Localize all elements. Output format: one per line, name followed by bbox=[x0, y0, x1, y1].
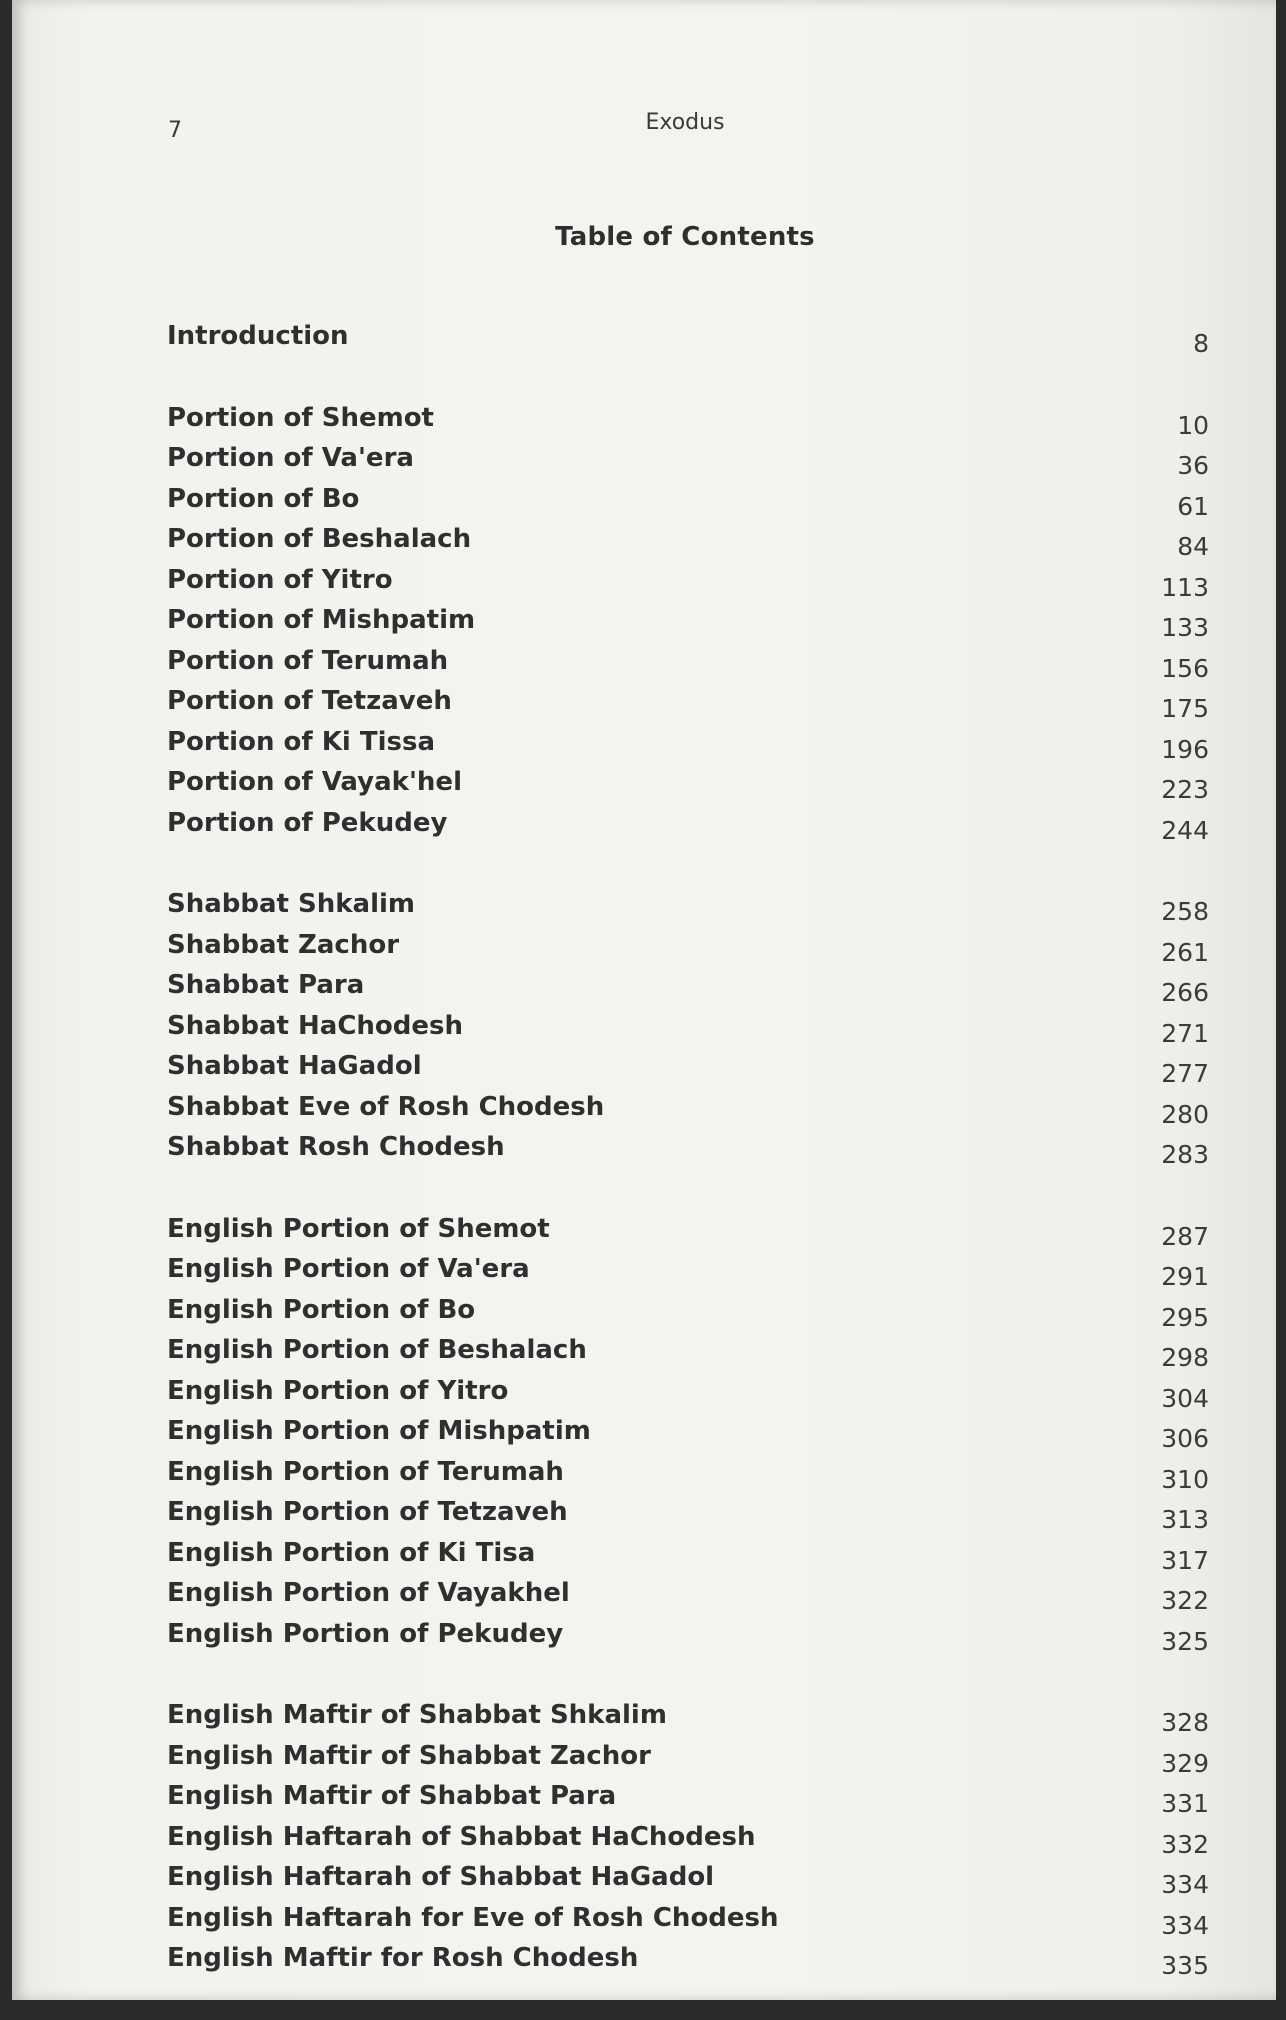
toc-entry bbox=[167, 762, 1209, 803]
toc-entry-page-number: 8 bbox=[1193, 329, 1209, 358]
toc-entry-title: Portion of Mishpatim bbox=[167, 605, 476, 635]
toc-entry-title: Shabbat Para bbox=[167, 970, 365, 1000]
toc-entry-page-number: 306 bbox=[1161, 1424, 1209, 1453]
toc-entry bbox=[167, 438, 1209, 479]
toc-entry bbox=[167, 803, 1209, 844]
toc-entry-title: English Portion of Tetzaveh bbox=[167, 1497, 568, 1527]
toc-entry-page-number: 332 bbox=[1161, 1829, 1209, 1859]
toc-entry-page-number: 280 bbox=[1161, 1099, 1209, 1129]
toc-entry-page-number: 277 bbox=[1161, 1059, 1209, 1088]
toc-entry-title: Shabbat HaChodesh bbox=[167, 1010, 464, 1041]
toc-title: Table of Contents bbox=[555, 222, 815, 252]
toc-entry bbox=[167, 1087, 1209, 1128]
toc-entry-page-number: 261 bbox=[1161, 937, 1209, 967]
toc-entry bbox=[167, 1209, 1209, 1250]
toc-entry bbox=[167, 398, 1209, 439]
toc-entry bbox=[167, 1857, 1209, 1898]
toc-entry bbox=[167, 722, 1209, 763]
toc-entry bbox=[167, 1371, 1209, 1412]
toc-entry bbox=[167, 1533, 1209, 1574]
toc-entry-page-number: 295 bbox=[1161, 1302, 1209, 1332]
toc-entry bbox=[167, 1573, 1209, 1614]
toc-entry-title: Portion of Beshalach bbox=[167, 524, 472, 554]
toc-entry-title: Portion of Terumah bbox=[167, 645, 449, 676]
toc-entry-title: Portion of Vayak'hel bbox=[167, 767, 462, 797]
toc-entry-page-number: 334 bbox=[1161, 1910, 1209, 1940]
toc-entry bbox=[167, 1817, 1209, 1858]
toc-entry bbox=[167, 1127, 1209, 1168]
toc-entry-title: Portion of Yitro bbox=[167, 564, 393, 595]
toc-section bbox=[167, 1209, 1209, 1655]
toc-entry-page-number: 156 bbox=[1161, 653, 1209, 683]
toc-entry-page-number: 317 bbox=[1161, 1545, 1209, 1575]
toc-entry-page-number: 84 bbox=[1177, 532, 1209, 561]
toc-entry-page-number: 175 bbox=[1161, 694, 1209, 723]
toc-entry-page-number: 113 bbox=[1161, 572, 1209, 602]
toc-entry-page-number: 329 bbox=[1161, 1748, 1209, 1778]
toc-entry-title: Shabbat Rosh Chodesh bbox=[167, 1132, 505, 1162]
toc-entry-page-number: 310 bbox=[1161, 1464, 1209, 1494]
toc-entry-title: English Portion of Va'era bbox=[167, 1254, 530, 1284]
toc-entry-title: Shabbat Eve of Rosh Chodesh bbox=[167, 1091, 605, 1122]
toc-entry bbox=[167, 884, 1209, 925]
toc-entry bbox=[167, 1614, 1209, 1655]
toc-entry-title: English Maftir of Shabbat Para bbox=[167, 1781, 617, 1811]
toc-section bbox=[167, 398, 1209, 844]
toc-entry-page-number: 322 bbox=[1161, 1586, 1209, 1615]
toc-entry-page-number: 283 bbox=[1161, 1140, 1209, 1169]
toc-entry-title: English Portion of Mishpatim bbox=[167, 1416, 591, 1446]
toc-entry-page-number: 133 bbox=[1161, 613, 1209, 642]
toc-entry bbox=[167, 1736, 1209, 1777]
toc-entry-page-number: 223 bbox=[1161, 775, 1209, 804]
toc-entry-page-number: 196 bbox=[1161, 734, 1209, 764]
toc-entry-title: Shabbat Shkalim bbox=[167, 889, 416, 919]
toc-entry-page-number: 313 bbox=[1161, 1505, 1209, 1534]
toc-entry bbox=[167, 560, 1209, 601]
toc-entry-title: Portion of Va'era bbox=[167, 443, 414, 473]
toc-entry-page-number: 271 bbox=[1161, 1018, 1209, 1048]
toc-entry bbox=[167, 965, 1209, 1006]
toc-entry bbox=[167, 925, 1209, 966]
book-page bbox=[12, 0, 1276, 2000]
toc-entry bbox=[167, 479, 1209, 520]
toc-entry bbox=[167, 1776, 1209, 1817]
toc-entry-title: Shabbat Zachor bbox=[167, 929, 400, 960]
toc-entry-title: Portion of Ki Tissa bbox=[167, 726, 435, 757]
toc-entry-page-number: 287 bbox=[1161, 1221, 1209, 1251]
toc-entry-title: English Maftir of Shabbat Zachor bbox=[167, 1740, 651, 1771]
toc-entry bbox=[167, 1898, 1209, 1939]
book-title: Exodus bbox=[645, 110, 725, 135]
toc-entry-page-number: 331 bbox=[1161, 1789, 1209, 1818]
toc-entry-title: English Portion of Shemot bbox=[167, 1213, 550, 1244]
toc-entry-page-number: 258 bbox=[1161, 897, 1209, 926]
toc-entry-title: English Portion of Bo bbox=[167, 1294, 476, 1325]
toc-entry-title: English Portion of Pekudey bbox=[167, 1618, 564, 1649]
toc-entry-page-number: 291 bbox=[1161, 1262, 1209, 1291]
toc-entry bbox=[167, 1492, 1209, 1533]
toc-entry-page-number: 10 bbox=[1177, 410, 1209, 440]
toc-entry-page-number: 325 bbox=[1161, 1626, 1209, 1656]
toc-section bbox=[167, 884, 1209, 1168]
toc-entry-title: English Haftarah of Shabbat HaGadol bbox=[167, 1862, 715, 1892]
toc-entry-page-number: 328 bbox=[1161, 1708, 1209, 1737]
toc-entry bbox=[167, 641, 1209, 682]
toc-entry-page-number: 36 bbox=[1177, 451, 1209, 480]
toc-entry bbox=[167, 1452, 1209, 1493]
toc-entry-title: English Portion of Yitro bbox=[167, 1375, 509, 1406]
page-number: 7 bbox=[168, 118, 182, 143]
running-head bbox=[12, 108, 1276, 143]
toc-entry-page-number: 266 bbox=[1161, 978, 1209, 1007]
toc-entry-page-number: 334 bbox=[1161, 1870, 1209, 1899]
toc-entry bbox=[167, 600, 1209, 641]
toc-entry-title: English Portion of Vayakhel bbox=[167, 1578, 570, 1608]
toc-entry bbox=[167, 316, 1209, 357]
toc-entry bbox=[167, 1330, 1209, 1371]
toc-entry bbox=[167, 1046, 1209, 1087]
toc-entry-title: English Haftarah for Eve of Rosh Chodesh bbox=[167, 1902, 779, 1933]
toc-entry bbox=[167, 1290, 1209, 1331]
table-of-contents bbox=[167, 316, 1209, 2020]
toc-entry-page-number: 304 bbox=[1161, 1383, 1209, 1413]
toc-entry-title: English Portion of Beshalach bbox=[167, 1335, 587, 1365]
toc-entry-title: English Maftir of Shabbat Shkalim bbox=[167, 1700, 667, 1730]
toc-entry bbox=[167, 1249, 1209, 1290]
toc-entry bbox=[167, 681, 1209, 722]
toc-entry-title: Portion of Shemot bbox=[167, 402, 434, 433]
toc-entry-page-number: 335 bbox=[1161, 1951, 1209, 1980]
toc-entry-title: Introduction bbox=[167, 321, 349, 351]
toc-entry-title: Portion of Tetzaveh bbox=[167, 686, 452, 716]
toc-entry-page-number: 298 bbox=[1161, 1343, 1209, 1372]
toc-entry-page-number: 61 bbox=[1177, 491, 1209, 521]
toc-section bbox=[167, 1695, 1209, 1979]
toc-entry bbox=[167, 519, 1209, 560]
toc-section bbox=[167, 316, 1209, 357]
toc-entry-title: Portion of Bo bbox=[167, 483, 360, 514]
toc-entry-title: English Portion of Terumah bbox=[167, 1456, 564, 1487]
toc-entry-title: English Maftir for Rosh Chodesh bbox=[167, 1943, 639, 1973]
toc-entry-title: Portion of Pekudey bbox=[167, 807, 448, 838]
toc-entry-title: English Portion of Ki Tisa bbox=[167, 1537, 536, 1568]
toc-entry bbox=[167, 1695, 1209, 1736]
toc-entry-title: English Haftarah of Shabbat HaChodesh bbox=[167, 1821, 756, 1852]
toc-entry-title: Shabbat HaGadol bbox=[167, 1051, 422, 1081]
toc-entry bbox=[167, 1411, 1209, 1452]
toc-entry bbox=[167, 1006, 1209, 1047]
toc-entry-page-number: 244 bbox=[1161, 815, 1209, 845]
toc-entry bbox=[167, 1938, 1209, 1979]
